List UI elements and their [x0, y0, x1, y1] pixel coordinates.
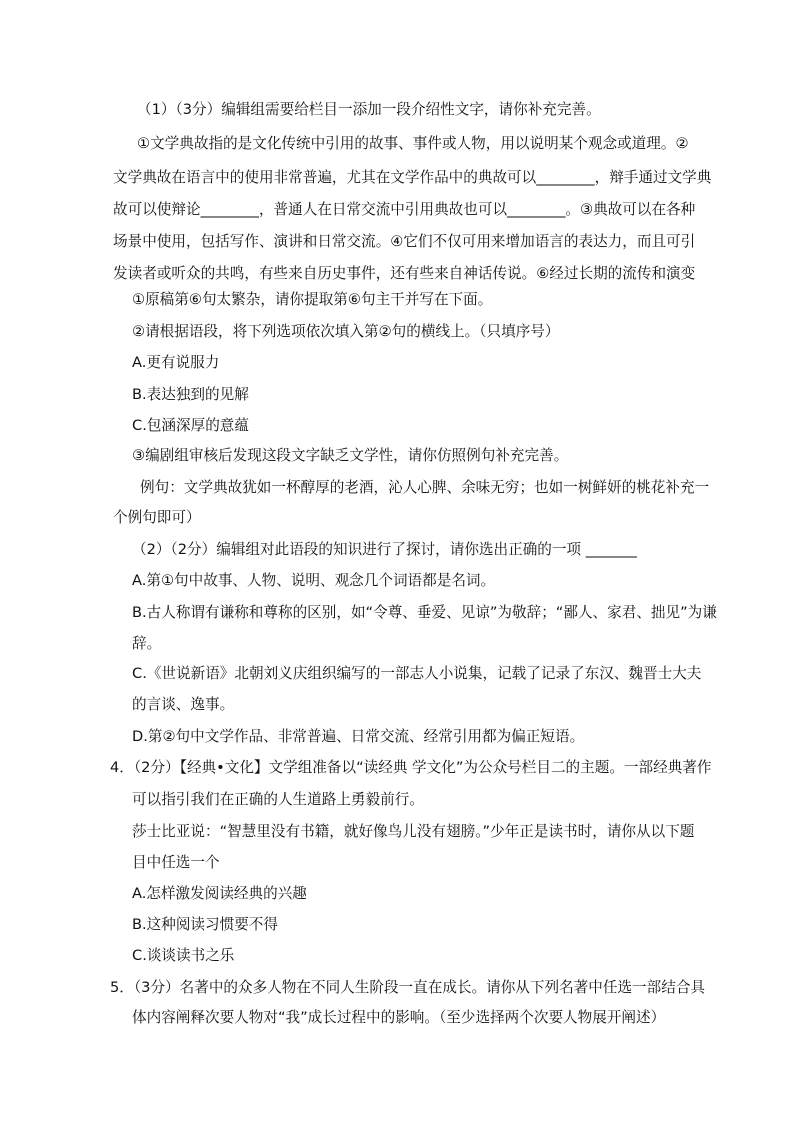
q4-line: 可以指引我们在正确的人生道路上勇毅前行。 [132, 791, 424, 808]
option-item: A.怎样激发阅读经典的兴趣 [132, 885, 307, 902]
option-item: A.更有说服力 [132, 354, 220, 371]
passage-line: ①文学典故指的是文化传统中引用的故事、事件或人物，用以说明某个观念或道理。② [137, 135, 689, 152]
task-extract-trunk: ①原稿第⑥句太繁杂，请你提取第⑥句主干并写在下面。 [132, 291, 493, 308]
option-item: 辞。 [132, 635, 162, 652]
option-item: C.包涵深厚的意蕴 [132, 417, 249, 434]
passage-line: 场景中使用，包括写作、演讲和日常交流。④它们不仅可用来增加语言的表达力，而且可引 [113, 233, 696, 250]
option-item: A.第①句中故事、人物、说明、观念几个词语都是名词。 [132, 572, 496, 589]
option-item: C.谈谈读书之乐 [132, 947, 235, 964]
task-imitate-example: ③编剧组审核后发现这段文字缺乏文学性，请你仿照例句补充完善。 [132, 447, 569, 464]
passage-line: 故可以使辩论________，普通人在日常交流中引用典故也可以________。③典故可以在各种 [113, 201, 696, 218]
q5-line: 体内容阐释次要人物对“我”成长过程中的影响。（至少选择两个次要人物展开阐述） [132, 1009, 666, 1026]
q4-quote: 莎士比亚说：“智慧里没有书籍，就好像鸟儿没有翅膀。”少年正是读书时，请你从以下题 [132, 823, 695, 840]
example-sentence: 个例句即可） [113, 509, 201, 526]
q4-header: 4．（2分）【经典•文化】文学组准备以“读经典 学文化”为公众号栏目二的主题。一部经典著作 [110, 759, 712, 776]
option-item: B.表达独到的见解 [132, 386, 249, 403]
option-item: D.第②句中文学作品、非常普遍、日常交流、经常引用都为偏正短语。 [132, 728, 585, 745]
q4-line: 目中任选一个 [132, 854, 220, 871]
passage-line: 文学典故在语言中的使用非常普遍，尤其在文学作品中的典故可以________，辩手通过文学典 [113, 169, 712, 186]
task-fill-blanks: ②请根据语段，将下列选项依次填入第②句的横线上。（只填序号） [132, 323, 560, 340]
option-item: C.《世说新语》北朝刘义庆组织编写的一部志人小说集，记载了记录了东汉、魏晋士大夫 [132, 665, 702, 682]
q3-sub2-header: （2）（2分）编辑组对此语段的知识进行了探讨，请你选出正确的一项 _______ [132, 541, 637, 558]
option-item: B.这种阅读习惯要不得 [132, 916, 278, 933]
q3-sub1-header: （1）（3分）编辑组需要给栏目一添加一段介绍性文字，请你补充完善。 [137, 101, 601, 118]
passage-line: 发读者或听众的共鸣，有些来自历史事件，还有些来自神话传说。⑥经过长期的流传和演变 [113, 265, 696, 282]
option-item: B.古人称谓有谦称和尊称的区别，如“令尊、垂爱、见谅”为敬辞；“鄙人、家君、拙见”为谦 [132, 604, 717, 621]
option-item: 的言谈、逸事。 [132, 696, 235, 713]
q5-header: 5．（3分）名著中的众多人物在不同人生阶段一直在成长。请你从下列名著中任选一部结合具 [110, 979, 706, 996]
example-sentence: 例句：文学典故犹如一杯醇厚的老酒，沁人心脾、余味无穷；也如一树鲜妍的桃花补充一 [140, 479, 710, 496]
